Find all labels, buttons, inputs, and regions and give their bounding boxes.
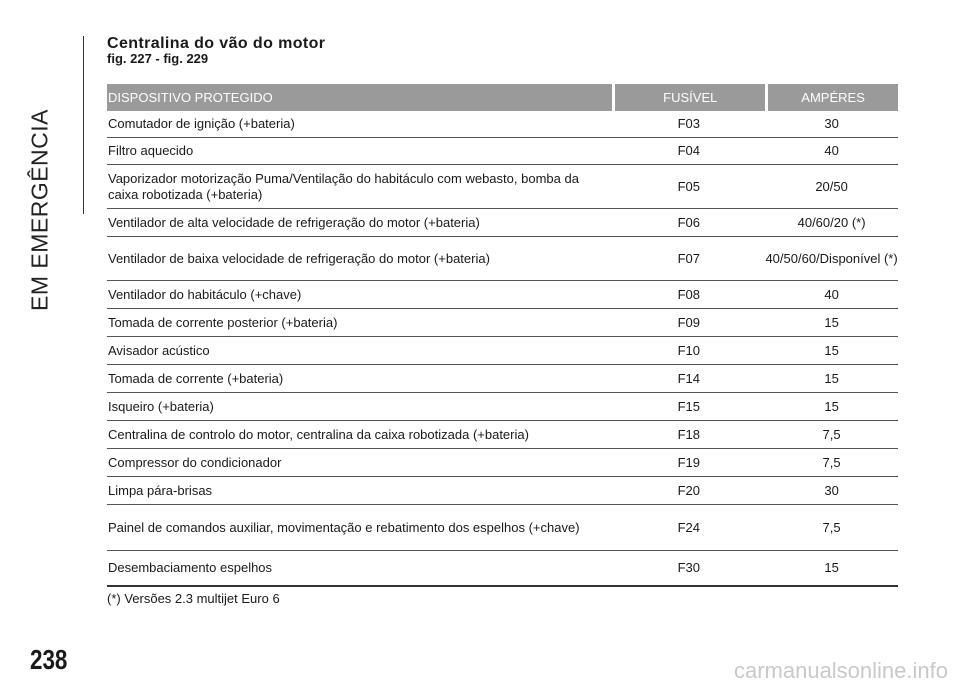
row-fuse: F06 <box>677 214 700 230</box>
row-amp: 40/60/20 (*) <box>797 214 866 230</box>
table-row <box>107 551 898 587</box>
row-fuse: F20 <box>677 482 700 498</box>
chapter-side-label-text: EM EMERGÊNCIA <box>26 108 53 312</box>
row-device: Painel de comandos auxiliar, movimentação e rebatimento dos espelhos (+chave) <box>108 519 580 535</box>
row-device: Isqueiro (+bateria) <box>108 398 214 414</box>
row-device: Ventilador de baixa velocidade de refrigeração do motor (+bateria) <box>108 250 490 266</box>
header-fuse: FUSÍVEL <box>615 84 765 111</box>
header-device: DISPOSITIVO PROTEGIDO <box>107 84 612 111</box>
table-row <box>107 421 898 449</box>
chapter-divider <box>83 36 84 214</box>
table-row <box>107 165 898 209</box>
row-device: Comutador de ignição (+bateria) <box>108 116 295 131</box>
row-device: Tomada de corrente posterior (+bateria) <box>108 314 338 330</box>
row-fuse: F04 <box>677 143 700 158</box>
table-row <box>107 505 898 551</box>
row-fuse: F18 <box>677 426 700 442</box>
row-fuse: F19 <box>677 454 700 470</box>
row-fuse: F08 <box>677 286 700 302</box>
fuse-table <box>107 84 898 606</box>
row-amp: 15 <box>824 314 839 330</box>
section-title: Centralina do vão do motor <box>107 35 326 52</box>
row-amp: 40 <box>824 143 839 158</box>
row-device: Filtro aquecido <box>108 143 194 158</box>
row-device: Compressor do condicionador <box>108 454 282 470</box>
row-fuse: F03 <box>677 116 700 131</box>
row-amp: 15 <box>824 342 839 358</box>
row-amp: 7,5 <box>822 519 841 535</box>
row-amp: 40 <box>824 286 839 302</box>
row-device: Vaporizador motorização Puma/Ventilação do habitáculo com webasto, bomba da caixa robotizada (+bateria) <box>108 170 579 202</box>
figure-reference: fig. 227 - fig. 229 <box>107 51 209 66</box>
row-amp: 15 <box>824 398 839 414</box>
row-device: Limpa pára-brisas <box>108 482 213 498</box>
row-amp: 30 <box>824 482 839 498</box>
row-fuse: F05 <box>677 178 700 194</box>
row-device: Ventilador de alta velocidade de refrigeração do motor (+bateria) <box>108 214 480 230</box>
row-device: Tomada de corrente (+bateria) <box>108 370 284 386</box>
table-footnote: (*) Versões 2.3 multijet Euro 6 <box>107 591 280 606</box>
header-amp: AMPÉRES <box>768 84 898 111</box>
table-row <box>107 393 898 421</box>
row-fuse: F15 <box>677 398 700 414</box>
row-device: Avisador acústico <box>108 342 210 358</box>
row-amp: 15 <box>824 560 839 575</box>
table-row <box>107 449 898 477</box>
table-header <box>107 84 898 111</box>
table-row <box>107 281 898 309</box>
row-amp: 30 <box>824 116 839 131</box>
row-device: Ventilador do habitáculo (+chave) <box>108 286 302 302</box>
row-amp: 7,5 <box>822 454 841 470</box>
row-fuse: F07 <box>677 250 700 266</box>
row-amp: 40/50/60/Disponível (*) <box>765 250 898 266</box>
row-fuse: F30 <box>677 560 700 575</box>
row-fuse: F14 <box>677 370 700 386</box>
table-row <box>107 138 898 165</box>
row-device: Desembaciamento espelhos <box>108 560 273 575</box>
row-device: Centralina de controlo do motor, centralina da caixa robotizada (+bateria) <box>108 426 529 442</box>
table-row <box>107 111 898 138</box>
row-fuse: F10 <box>677 342 700 358</box>
table-row <box>107 237 898 281</box>
table-row <box>107 365 898 393</box>
row-amp: 7,5 <box>822 426 841 442</box>
table-row <box>107 309 898 337</box>
table-row <box>107 209 898 237</box>
row-fuse: F24 <box>677 519 700 535</box>
page-number: 238 <box>30 644 68 675</box>
watermark: carmanualsonline.info <box>733 658 948 683</box>
row-amp: 15 <box>824 370 839 386</box>
row-amp: 20/50 <box>815 178 848 194</box>
table-row <box>107 477 898 505</box>
table-row <box>107 337 898 365</box>
row-fuse: F09 <box>677 314 700 330</box>
